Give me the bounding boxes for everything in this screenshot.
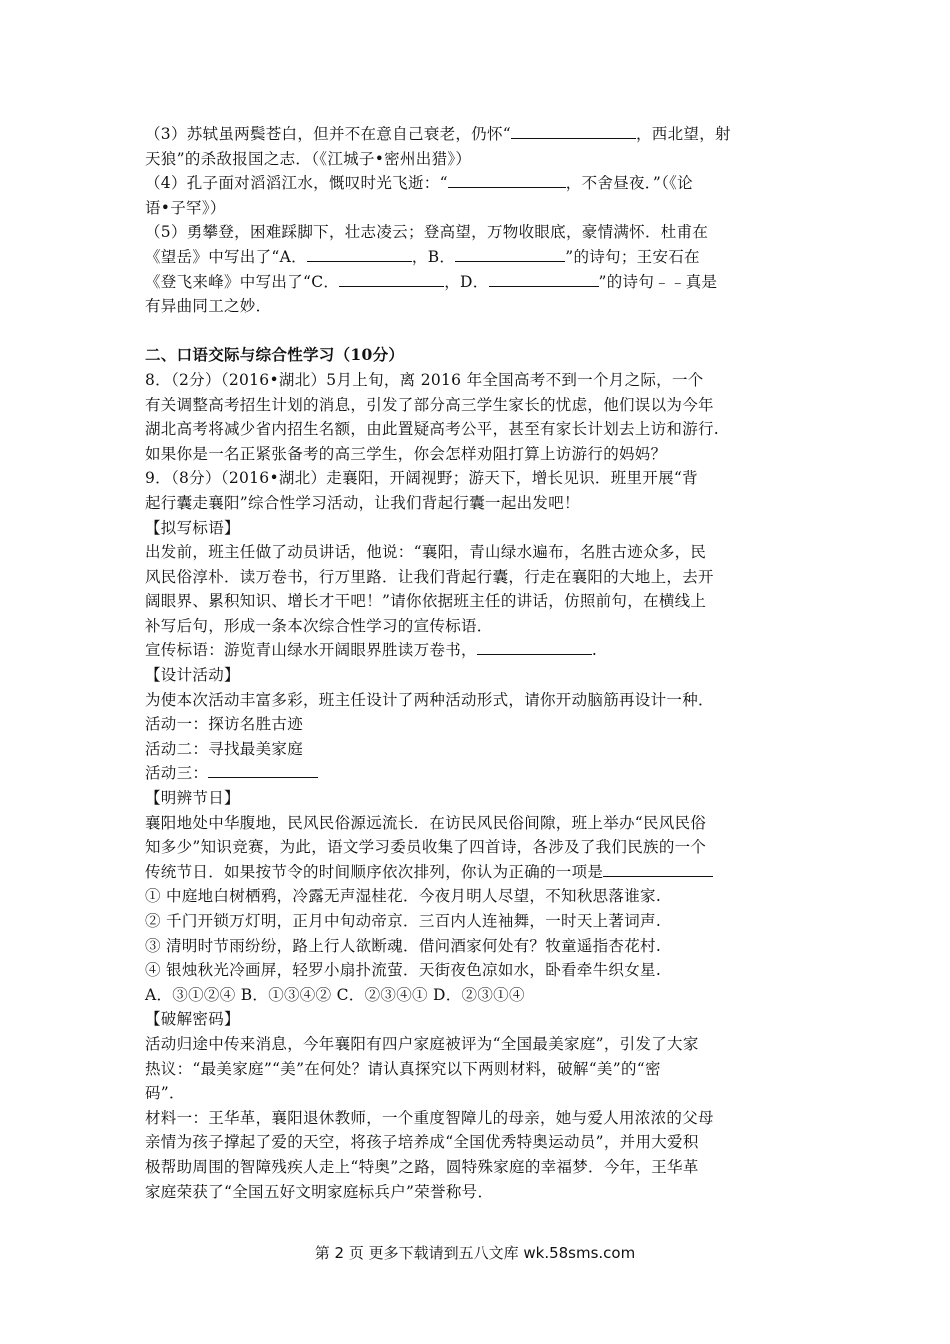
text-line: （3）苏轼虽两鬓苍白，但并不在意自己衰老，仍怀“ ，西北望，射 [145,125,731,143]
text-line: 亲情为孩子撑起了爱的天空，将孩子培养成“全国优秀特奥运动员”，并用大爱积 [145,1133,699,1152]
text-line: 起行囊走襄阳”综合性学习活动，让我们背起行囊一起出发吧！ [145,493,580,512]
text-line: 襄阳地处中华腹地，民风民俗源远流长．在访民风民俗间隙，班上举办“民风民俗 [145,813,707,832]
text-line: 《望岳》中写出了“A． ，B． ”的诗句；王安石在 [145,247,700,266]
text-line: 家庭荣获了“全国五好文明家庭标兵户”荣誉称号． [145,1182,494,1201]
text-line: 风民俗淳朴．读万卷书，行万里路．让我们背起行囊，行走在襄阳的大地上，去开 [145,567,714,586]
text-line: 热议：“最美家庭”“美”在何处？请认真探究以下两则材料，破解“美”的“密 [145,1059,661,1078]
subsection-title: 【明辨节日】 [145,789,240,808]
text-line: 《登飞来峰》中写出了“C． ，D． ”的诗句﹣﹣真是 [145,272,718,291]
subsection-title: 【设计活动】 [145,666,240,685]
answer-blank[interactable] [448,172,566,188]
text-line: 宣传标语：游览青山绿水开阔眼界胜读万卷书， . [145,641,598,660]
text-line: 如果你是一名正紧张备考的高三学生，你会怎样劝阻打算上访游行的妈妈？ [145,444,667,463]
answer-blank[interactable] [339,271,444,287]
text-line: （5）勇攀登，困难踩脚下，壮志凌云；登高望，万物收眼底，豪情满怀．杜甫在 [145,223,709,242]
poem-option: ① 中庭地白树栖鸦，冷露无声湿桂花．今夜月明人尽望，不知秋思落谁家. [145,887,662,906]
text-line: 出发前，班主任做了动员讲话，他说：“襄阳，青山绿水遍布，名胜古迹众多，民 [145,543,707,562]
answer-blank[interactable] [307,246,412,262]
text-line: 补写后句，形成一条本次综合性学习的宣传标语． [145,616,493,635]
text-line: 天狼”的杀敌报国之志．（《江城子•密州出猎》） [145,149,472,168]
text-line: 活动归途中传来消息，今年襄阳有四户家庭被评为“全国最美家庭”，引发了大家 [145,1034,699,1053]
question-8: 8．（2分）（2016•湖北）5月上旬，离 2016 年全国高考不到一个月之际，一个 [145,370,704,389]
answer-blank[interactable] [603,861,713,877]
question-9: 9．（8分）（2016•湖北）走襄阳，开阔视野；游天下，增长见识．班里开展“背 [145,469,698,488]
text-line: 码”． [145,1084,185,1103]
text-line: 知多少”知识竞赛，为此，语文学习委员收集了四首诗，各涉及了我们民族的一个 [145,838,707,857]
answer-blank[interactable] [489,271,599,287]
poem-option: ④ 银烛秋光冷画屏，轻罗小扇扑流萤．天街夜色凉如水，卧看牵牛织女星. [145,961,662,980]
text-line: 有异曲同工之妙． [145,297,272,316]
text-line: 活动三： [145,761,825,786]
answer-blank[interactable] [455,246,565,262]
answer-blank[interactable] [208,762,318,778]
text-line: （4）孔子面对滔滔江水，慨叹时光飞逝：“ ，不舍昼夜．”（《论 [145,174,693,193]
blank-line [145,319,825,344]
text-line: 湖北高考将减少省内招生名额，由此置疑高考公平，甚至有家长计划去上访和游行. [145,420,720,439]
text-line: 极帮助周围的智障残疾人走上“特奥”之路，圆特殊家庭的幸福梦．今年，王华革 [145,1157,699,1176]
text-line: 有关调整高考招生计划的消息，引发了部分高三学生家长的忧虑，他们误以为今年 [145,395,714,414]
text-line: 为使本次活动丰富多彩，班主任设计了两种活动形式，请你开动脑筋再设计一种． [145,690,714,709]
answer-choices: A．③①②④ B．①③④② C．②③④① D．②③①④ [145,985,525,1004]
answer-blank[interactable] [511,123,636,139]
section-heading: 二、口语交际与综合性学习（10分） [145,345,405,365]
answer-blank[interactable] [477,639,592,655]
page-footer: 第 2 页 更多下载请到五八文库 wk.58sms.com [314,1244,636,1262]
subsection-title: 【拟写标语】 [145,518,240,537]
text-line: 阔眼界、累积知识、增长才干吧！”请你依据班主任的讲话，仿照前句，在横线上 [145,592,707,611]
document-body [145,122,825,1204]
poem-option: ② 千门开锁万灯明，正月中旬动帝京．三百内人连袖舞，一时天上著词声. [145,912,662,930]
text-line: 语•子罕》） [145,198,226,217]
text-line: 材料一：王华革，襄阳退休教师，一个重度智障儿的母亲，她与爱人用浓浓的父母 [145,1108,714,1127]
text-line: 活动二：寻找最美家庭 [145,739,304,758]
text-line: 活动一：探访名胜古迹 [145,715,304,734]
text-line: 传统节日．如果按节令的时间顺序依次排列，你认为正确的一项是 [145,860,825,885]
subsection-title: 【破解密码】 [145,1010,240,1029]
poem-option: ③ 清明时节雨纷纷，路上行人欲断魂．借问酒家何处有？牧童遥指杏花村. [145,936,662,955]
